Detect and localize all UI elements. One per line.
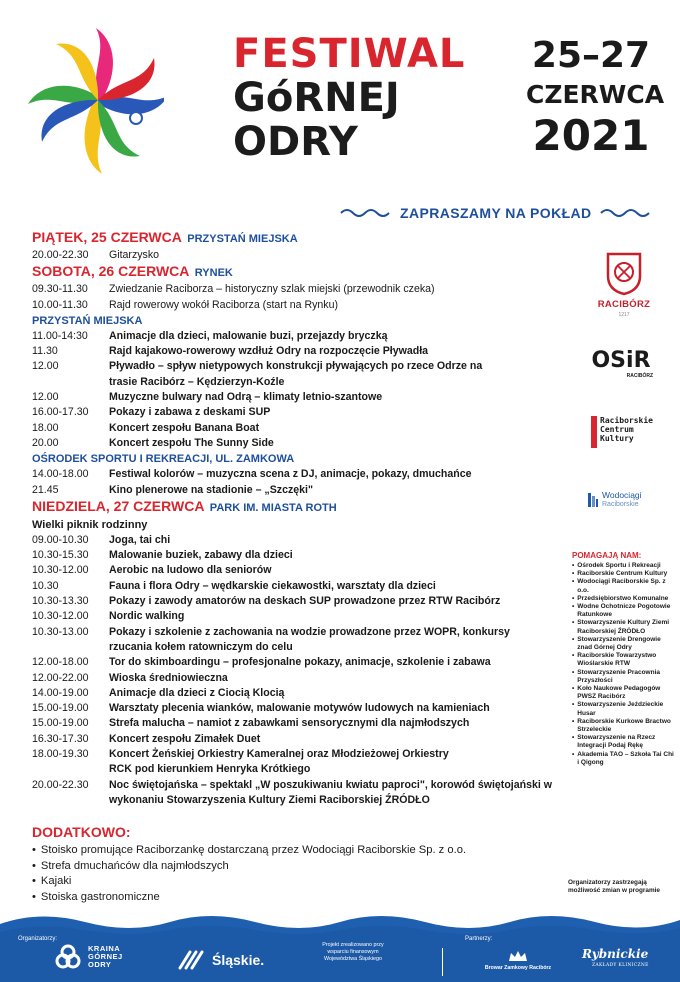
- program-row: 12.00-18.00 Tor do skimboardingu – profesjonalne pokazy, animacje, szkolenie i zabawa: [32, 656, 491, 669]
- list-item: • Stowarzyszenie Pracownia Przyszłości: [572, 669, 676, 685]
- program-row: 18.00-19.30 Koncert Żeńskiej Orkiestry Kameralnej oraz Młodzieżowej Orkiestry RCK pod kierunkiem Henryka Krótkiego: [32, 748, 449, 776]
- festival-dates: [526, 35, 665, 160]
- wodociagi-sub: Raciborskie: [602, 501, 639, 508]
- date-range: 25–27: [531, 35, 651, 76]
- program-row: 14.00-19.00 Animacje dla dzieci z Ciocią Klocią: [32, 686, 285, 699]
- footer-divider: [442, 948, 443, 976]
- list-item: • Wodociągi Raciborskie Sp. z o.o.: [572, 578, 676, 594]
- title-line-1: FESTIWAL: [233, 31, 466, 77]
- kgo-line: ODRY: [88, 960, 112, 969]
- wodociagi-logo: [588, 490, 660, 510]
- program-row: 12.00-22.00 Wioska średniowieczna: [32, 671, 228, 684]
- browar-crown-icon: [508, 950, 528, 962]
- rybnickie-logo: [582, 948, 649, 972]
- program-row: 20.00-22.30 Noc świętojańska – spektakl „W poszukiwaniu kwiatu paproci", korowód świętojański w wykonaniu Stowarzyszenia Kultury Ziemi Raciborskiej ŹRÓDŁO: [32, 778, 553, 806]
- rybnickie-label: Rybnickie: [582, 947, 649, 961]
- raciborz-year: 1217: [618, 312, 630, 318]
- venue-heading: PRZYSTAŃ MIEJSKA: [32, 314, 143, 327]
- program-row: 09.00-10.30 Joga, tai chi: [32, 533, 171, 546]
- program-row: 21.45 Kino plenerowe na stadionie – „Szczęki": [32, 483, 314, 496]
- rck-bar-icon: [591, 416, 597, 448]
- slaskie-label: Śląskie.: [212, 952, 265, 968]
- list-item: • Raciborskie Centrum Kultury: [572, 570, 676, 578]
- raciborz-label: RACIBÓRZ: [597, 299, 651, 310]
- rck-line: Kultury: [600, 434, 634, 443]
- day-label: PIĄTEK, 25 CZERWCA: [32, 229, 182, 245]
- osir-label: OSiR: [591, 348, 651, 373]
- date-year: 2021: [532, 111, 650, 160]
- invite-banner: [340, 202, 660, 224]
- day-place: PRZYSTAŃ MIEJSKA: [187, 233, 298, 245]
- title-line-2: GóRNEJ: [233, 75, 400, 121]
- raciborz-crest-icon: [604, 250, 644, 296]
- program-row: 20.00-22.30 Gitarzysko: [32, 249, 160, 261]
- list-item: • Stoiska gastronomiczne: [32, 890, 466, 906]
- program-row: 14.00-18.00 Festiwal kolorów – muzyczna scena z DJ, animacje, pokazy, dmuchańce: [32, 468, 472, 481]
- rybnickie-sub: ZAKŁADY KLINICZNE: [592, 963, 649, 968]
- title-line-3: ODRY: [233, 119, 358, 165]
- kraina-knot-icon: [54, 944, 82, 970]
- date-month: CZERWCA: [526, 80, 665, 109]
- browar-label: Browar Zamkowy Racibórz: [484, 965, 552, 971]
- extras-heading: DODATKOWO:: [32, 824, 131, 840]
- project-note: Projekt zrealizowano przy wsparciu finansowym Województwa Śląskiego: [322, 942, 384, 962]
- venue-heading: OŚRODEK SPORTU I REKREACJI, UL. ZAMKOWA: [32, 453, 295, 466]
- extras-list: [32, 843, 466, 905]
- program-row: 12.00 Muzyczne bulwary nad Odrą – klimaty letnio-szantowe: [32, 391, 383, 404]
- program-row: 12.00 Pływadło – spływ nietypowych konstrukcji pływających po rzece Odrze na trasie Racibórz – Kędzierzyn-Koźle: [32, 360, 483, 388]
- program-row: 11.00-14:30 Animacje dla dzieci, malowanie buzi, przejazdy bryczką: [32, 329, 388, 342]
- kraina-gornej-odry-logo: [54, 944, 123, 970]
- program-row: 10.30-13.30 Pokazy i zawody amatorów na deskach SUP prowadzone przez RTW Racibórz: [32, 595, 501, 608]
- list-item: • Stowarzyszenie na Rzecz Integracji Podaj Rękę: [572, 734, 676, 750]
- list-item: • Akademia TAO – Szkoła Tai Chi i Qigong: [572, 751, 676, 767]
- wodociagi-label: Wodociągi: [602, 490, 642, 500]
- day-place: PARK IM. MIASTA ROTH: [209, 501, 337, 514]
- list-item: • Raciborskie Towarzystwo Wioślarskie RTW: [572, 652, 676, 668]
- program-row: 16.00-17.30 Pokazy i zabawa z deskami SUP: [32, 406, 271, 419]
- festival-title: [233, 31, 466, 165]
- list-item: • Stowarzyszenie Kultury Ziemi Raciborskiej ŹRÓDŁO: [572, 619, 676, 635]
- rck-line: Raciborskie: [600, 416, 653, 425]
- program-row: 10.30-12.00 Nordic walking: [32, 610, 185, 623]
- list-item: • Raciborskie Kurkowe Bractwo Strzeleckie: [572, 718, 676, 734]
- wave-left-icon: [340, 208, 392, 218]
- list-item: • Ośrodek Sportu i Rekreacji: [572, 562, 676, 570]
- invite-text: ZAPRASZAMY NA POKŁAD: [400, 205, 592, 221]
- program-row: 15.00-19.00 Strefa malucha – namiot z zabawkami sensorycznymi dla najmłodszych: [32, 717, 470, 730]
- day-heading-saturday: [32, 263, 562, 282]
- slaskie-stripes-icon: [178, 950, 206, 970]
- osir-logo: [585, 350, 657, 379]
- day-place: RYNEK: [194, 267, 233, 280]
- osir-sub: RACIBÓRZ: [626, 373, 653, 379]
- program-row: 10.30-13.00 Pokazy i szkolenie z zachowania na wodzie prowadzone przez WOPR, konkursy rzucania kołem ratowniczym do celu: [32, 625, 510, 653]
- program-row: 20.00 Koncert zespołu The Sunny Side: [32, 436, 274, 449]
- organizers-label: Organizatorzy:: [18, 936, 58, 942]
- wave-right-icon: [600, 208, 652, 218]
- raciborz-logo: [588, 250, 660, 318]
- kgo-line: KRAINA: [88, 944, 121, 953]
- program-row: 15.00-19.00 Warsztaty plecenia wianków, malowanie motywów ludowych na kamieniach: [32, 702, 490, 715]
- partners-label: Partnerzy:: [465, 936, 493, 942]
- program-row: 10.30 Fauna i flora Odry – wędkarskie ciekawostki, warsztaty dla dzieci: [32, 579, 436, 592]
- program: [32, 229, 562, 808]
- list-item: • Stowarzyszenie Drengowie znad Górnej Odry: [572, 636, 676, 652]
- sunday-subtitle: Wielki piknik rodzinny: [32, 518, 148, 531]
- program-row: 18.00 Koncert zespołu Banana Boat: [32, 421, 260, 434]
- program-row: 10.00-11.30 Rajd rowerowy wokół Raciborza (start na Rynku): [32, 298, 339, 311]
- program-row: 09.30-11.30 Zwiedzanie Raciborza – historyczny szlak miejski (przewodnik czeka): [32, 283, 435, 296]
- list-item: • Kajaki: [32, 874, 466, 890]
- day-label: NIEDZIELA, 27 CZERWCA: [32, 497, 204, 514]
- list-item: • Strefa dmuchańców dla najmłodszych: [32, 859, 466, 875]
- list-item: • Przedsiębiorstwo Komunalne: [572, 595, 676, 603]
- program-row: 10.30-15.30 Malowanie buziek, zabawy dla dzieci: [32, 549, 293, 562]
- browar-logo: [478, 950, 558, 972]
- wodociagi-drop-icon: [588, 491, 598, 509]
- list-item: • Stowarzyszenie Jeździeckie Husar: [572, 701, 676, 717]
- program-row: 11.30 Rajd kajakowo-rowerowy wzdłuż Odry na rozpoczęcie Pływadła: [32, 345, 429, 358]
- rck-logo: [591, 416, 657, 448]
- list-item: • Koło Naukowe Pedagogów PWSZ Racibórz: [572, 685, 676, 701]
- helpers-heading: POMAGAJĄ NAM:: [572, 551, 642, 560]
- day-heading-friday: [32, 229, 562, 248]
- rck-line: Centrum: [600, 425, 634, 434]
- list-item: • Stoisko promujące Raciborzankę dostarczaną przez Wodociągi Raciborskie Sp. z o.o.: [32, 843, 466, 859]
- slaskie-logo: [178, 950, 264, 970]
- program-row: 16.30-17.30 Koncert zespołu Zimałek Duet: [32, 732, 261, 745]
- kgo-line: GÓRNEJ: [88, 952, 123, 961]
- festival-logo-icon: [28, 22, 164, 182]
- day-label: SOBOTA, 26 CZERWCA: [32, 263, 189, 280]
- list-item: • Wodne Ochotnicze Pogotowie Ratunkowe: [572, 603, 676, 619]
- day-heading-sunday: [32, 498, 562, 517]
- helpers-list: [572, 562, 676, 767]
- program-row: 10.30-12.00 Aerobic na ludowo dla seniorów: [32, 564, 272, 577]
- organizers-note: Organizatorzy zastrzegają możliwość zmian w programie: [568, 879, 660, 894]
